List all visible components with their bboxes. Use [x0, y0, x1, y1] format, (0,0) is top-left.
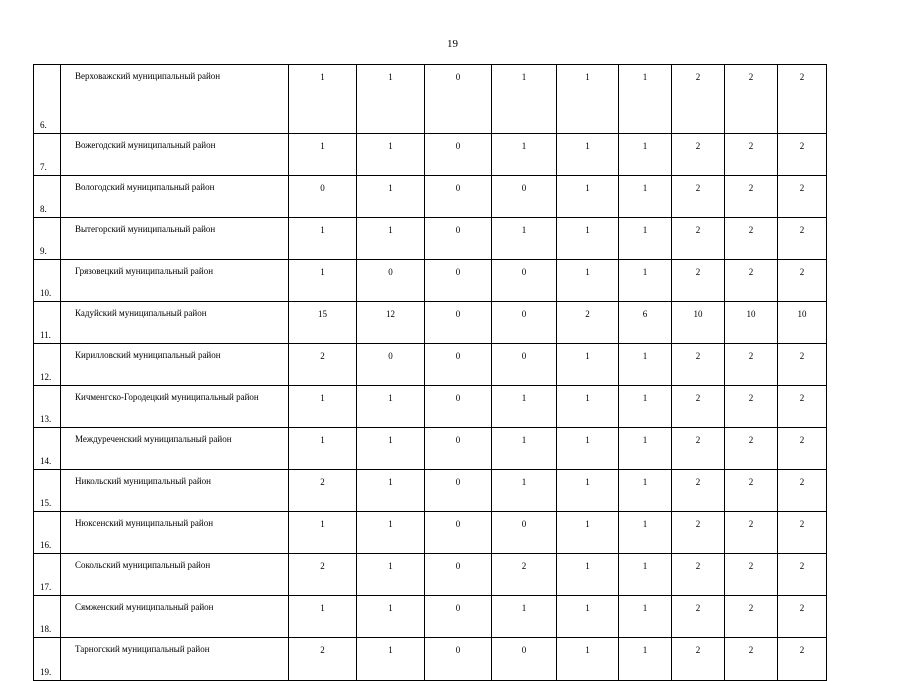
- value-cell: 1: [619, 176, 672, 218]
- value-cell: 2: [725, 512, 778, 554]
- district-name-cell: Вожегодский муниципальный район: [61, 134, 289, 176]
- table-row: [34, 638, 827, 681]
- value-cell: 1: [357, 512, 425, 554]
- value-cell: 0: [425, 302, 492, 344]
- value-cell: 2: [672, 134, 725, 176]
- value-cell: 2: [725, 65, 778, 134]
- row-number-cell: 11.: [34, 302, 61, 344]
- table-row: [34, 65, 827, 134]
- value-cell: 0: [425, 134, 492, 176]
- value-cell: 2: [778, 218, 827, 260]
- value-cell: 2: [672, 176, 725, 218]
- value-cell: 1: [619, 344, 672, 386]
- row-number-cell: 17.: [34, 554, 61, 596]
- district-name-cell: Кирилловский муниципальный район: [61, 344, 289, 386]
- value-cell: 2: [725, 134, 778, 176]
- value-cell: 2: [778, 176, 827, 218]
- table-row: [34, 596, 827, 638]
- value-cell: 1: [289, 428, 357, 470]
- value-cell: 2: [725, 638, 778, 681]
- value-cell: 2: [289, 344, 357, 386]
- value-cell: 1: [357, 596, 425, 638]
- value-cell: 1: [289, 260, 357, 302]
- value-cell: 2: [672, 344, 725, 386]
- value-cell: 2: [289, 470, 357, 512]
- value-cell: 0: [357, 260, 425, 302]
- value-cell: 2: [289, 554, 357, 596]
- district-name-cell: Сокольский муниципальный район: [61, 554, 289, 596]
- value-cell: 1: [557, 176, 619, 218]
- value-cell: 1: [357, 65, 425, 134]
- value-cell: 0: [425, 218, 492, 260]
- value-cell: 1: [492, 65, 557, 134]
- value-cell: 0: [425, 638, 492, 681]
- value-cell: 1: [557, 218, 619, 260]
- value-cell: 0: [492, 344, 557, 386]
- value-cell: 1: [357, 386, 425, 428]
- row-number-cell: 13.: [34, 386, 61, 428]
- page-number: 19: [447, 38, 458, 50]
- value-cell: 0: [425, 428, 492, 470]
- table-row: [34, 554, 827, 596]
- value-cell: 1: [619, 638, 672, 681]
- value-cell: 2: [778, 134, 827, 176]
- district-name-cell: Нюксенский муниципальный район: [61, 512, 289, 554]
- value-cell: 2: [725, 428, 778, 470]
- value-cell: 1: [557, 638, 619, 681]
- value-cell: 2: [672, 218, 725, 260]
- value-cell: 2: [725, 344, 778, 386]
- value-cell: 2: [725, 596, 778, 638]
- value-cell: 2: [289, 638, 357, 681]
- value-cell: 1: [557, 134, 619, 176]
- value-cell: 2: [778, 260, 827, 302]
- value-cell: 2: [778, 386, 827, 428]
- table-row: [34, 260, 827, 302]
- value-cell: 1: [492, 470, 557, 512]
- value-cell: 1: [619, 596, 672, 638]
- value-cell: 0: [425, 512, 492, 554]
- value-cell: 1: [557, 470, 619, 512]
- row-number-cell: 18.: [34, 596, 61, 638]
- row-number-cell: 19.: [34, 638, 61, 681]
- value-cell: 1: [557, 554, 619, 596]
- value-cell: 1: [357, 554, 425, 596]
- value-cell: 2: [725, 386, 778, 428]
- value-cell: 2: [672, 65, 725, 134]
- value-cell: 10: [725, 302, 778, 344]
- value-cell: 0: [425, 470, 492, 512]
- value-cell: 1: [557, 344, 619, 386]
- value-cell: 1: [289, 596, 357, 638]
- value-cell: 2: [778, 512, 827, 554]
- table-row: [34, 302, 827, 344]
- value-cell: 2: [672, 554, 725, 596]
- value-cell: 0: [492, 512, 557, 554]
- value-cell: 1: [289, 512, 357, 554]
- value-cell: 2: [778, 65, 827, 134]
- district-name-cell: Вологодский муниципальный район: [61, 176, 289, 218]
- district-name-cell: Кадуйский муниципальный район: [61, 302, 289, 344]
- value-cell: 2: [672, 260, 725, 302]
- district-name-cell: Вытегорский муниципальный район: [61, 218, 289, 260]
- value-cell: 1: [492, 134, 557, 176]
- value-cell: 1: [492, 386, 557, 428]
- value-cell: 1: [357, 134, 425, 176]
- table-row: [34, 470, 827, 512]
- value-cell: 10: [672, 302, 725, 344]
- value-cell: 2: [778, 470, 827, 512]
- district-name-cell: Междуреченский муниципальный район: [61, 428, 289, 470]
- table-row: [34, 134, 827, 176]
- row-number-cell: 14.: [34, 428, 61, 470]
- value-cell: 1: [492, 596, 557, 638]
- value-cell: 1: [557, 386, 619, 428]
- table-row: [34, 176, 827, 218]
- district-name-cell: Сямженский муниципальный район: [61, 596, 289, 638]
- row-number-cell: 9.: [34, 218, 61, 260]
- value-cell: 1: [557, 260, 619, 302]
- value-cell: 1: [619, 65, 672, 134]
- value-cell: 1: [357, 470, 425, 512]
- value-cell: 2: [725, 218, 778, 260]
- district-name-cell: Никольский муниципальный район: [61, 470, 289, 512]
- value-cell: 2: [672, 470, 725, 512]
- value-cell: 1: [357, 176, 425, 218]
- value-cell: 10: [778, 302, 827, 344]
- row-number-cell: 8.: [34, 176, 61, 218]
- value-cell: 0: [425, 554, 492, 596]
- value-cell: 1: [619, 386, 672, 428]
- value-cell: 0: [425, 260, 492, 302]
- value-cell: 2: [778, 638, 827, 681]
- value-cell: 1: [289, 134, 357, 176]
- table-row: [34, 344, 827, 386]
- value-cell: 2: [725, 176, 778, 218]
- district-name-cell: Грязовецкий муниципальный район: [61, 260, 289, 302]
- value-cell: 0: [289, 176, 357, 218]
- value-cell: 1: [492, 218, 557, 260]
- table-body: [34, 65, 827, 681]
- value-cell: 1: [619, 428, 672, 470]
- row-number-cell: 7.: [34, 134, 61, 176]
- district-name-cell: Тарногский муниципальный район: [61, 638, 289, 681]
- value-cell: 1: [492, 428, 557, 470]
- value-cell: 2: [492, 554, 557, 596]
- value-cell: 2: [672, 386, 725, 428]
- value-cell: 1: [619, 554, 672, 596]
- table-row: [34, 428, 827, 470]
- value-cell: 6: [619, 302, 672, 344]
- value-cell: 1: [357, 428, 425, 470]
- value-cell: 2: [672, 428, 725, 470]
- value-cell: 1: [619, 260, 672, 302]
- value-cell: 1: [289, 386, 357, 428]
- district-name-cell: Верховажский муниципальный район: [61, 65, 289, 134]
- value-cell: 1: [557, 596, 619, 638]
- value-cell: 15: [289, 302, 357, 344]
- value-cell: 2: [725, 260, 778, 302]
- value-cell: 2: [672, 512, 725, 554]
- value-cell: 1: [289, 65, 357, 134]
- value-cell: 0: [425, 596, 492, 638]
- district-name-cell: Кичменгско-Городецкий муниципальный район: [61, 386, 289, 428]
- value-cell: 2: [672, 638, 725, 681]
- value-cell: 2: [725, 470, 778, 512]
- row-number-cell: 16.: [34, 512, 61, 554]
- value-cell: 1: [619, 512, 672, 554]
- value-cell: 0: [492, 176, 557, 218]
- value-cell: 1: [619, 134, 672, 176]
- value-cell: 1: [289, 218, 357, 260]
- table-row: [34, 386, 827, 428]
- row-number-cell: 6.: [34, 65, 61, 134]
- value-cell: 2: [778, 428, 827, 470]
- value-cell: 2: [778, 554, 827, 596]
- value-cell: 0: [425, 65, 492, 134]
- value-cell: 1: [557, 65, 619, 134]
- value-cell: 2: [557, 302, 619, 344]
- value-cell: 2: [778, 344, 827, 386]
- value-cell: 1: [619, 218, 672, 260]
- value-cell: 0: [425, 176, 492, 218]
- value-cell: 0: [492, 638, 557, 681]
- value-cell: 12: [357, 302, 425, 344]
- row-number-cell: 12.: [34, 344, 61, 386]
- table-row: [34, 218, 827, 260]
- value-cell: 1: [557, 512, 619, 554]
- value-cell: 0: [492, 260, 557, 302]
- row-number-cell: 10.: [34, 260, 61, 302]
- value-cell: 2: [778, 596, 827, 638]
- district-data-table: [33, 64, 827, 681]
- row-number-cell: 15.: [34, 470, 61, 512]
- value-cell: 0: [357, 344, 425, 386]
- value-cell: 1: [357, 218, 425, 260]
- value-cell: 1: [619, 470, 672, 512]
- value-cell: 2: [672, 596, 725, 638]
- value-cell: 0: [492, 302, 557, 344]
- value-cell: 2: [725, 554, 778, 596]
- value-cell: 1: [357, 638, 425, 681]
- value-cell: 0: [425, 344, 492, 386]
- value-cell: 0: [425, 386, 492, 428]
- value-cell: 1: [557, 428, 619, 470]
- table-row: [34, 512, 827, 554]
